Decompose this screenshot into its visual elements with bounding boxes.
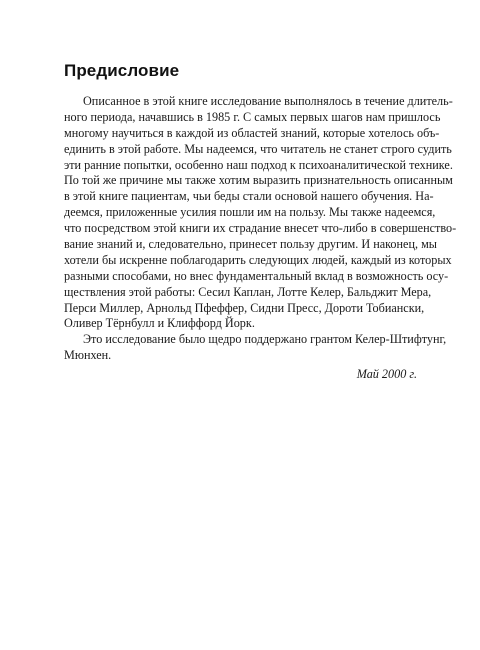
text-line: ществления этой работы: Сесил Каплан, Лотте Келер, Бальджит Мера, (64, 284, 432, 299)
paragraph (64, 332, 447, 364)
text-line: эти ранние попытки, особенно наш подход к психоаналитической технике. (64, 157, 453, 172)
text-line: хотели бы искренне поблагодарить следующих людей, каждый из которых (64, 252, 452, 267)
text-line: что посредством этой книги их страдание внесет что-либо в совершенство- (64, 221, 457, 236)
text-line: По той же причине мы также хотим выразить признательность описанным (64, 173, 453, 188)
text-line: ного периода, начавшись в 1985 г. С самых первых шагов нам пришлось (64, 109, 441, 124)
text-line: Перси Миллер, Арнольд Пфеффер, Сидни Пресс, Дороти Тобиански, (64, 300, 425, 315)
date-signature: Май 2000 г. (356, 367, 417, 382)
text-line: разными способами, но внес фундаментальный вклад в возможность осу- (64, 268, 449, 283)
text-line: единить в этой работе. Мы надеемся, что читатель не станет строго судить (64, 141, 452, 156)
text-line: в этой книге пациентам, чьи беды стали основой нашего обучения. На- (64, 189, 434, 204)
text-line: Оливер Тёрнбулл и Клиффорд Йорк. (64, 316, 255, 331)
text-line: деемся, приложенные усилия пошли им на пользу. Мы также надеемся, (64, 205, 436, 220)
text-line: Мюнхен. (64, 348, 112, 363)
chapter-heading: Предисловие (64, 61, 180, 80)
text-line: вание знаний и, следовательно, принесет пользу другим. И наконец, мы (64, 237, 437, 252)
text-line: Это исследование было щедро поддержано грантом Келер-Штифтунг, (83, 332, 447, 347)
text-line: многому научиться в каждой из областей знаний, которые хотелось объ- (64, 125, 440, 140)
preface-body (64, 94, 457, 383)
text-line: Описанное в этой книге исследование выполнялось в течение длитель- (83, 94, 453, 108)
paragraph (64, 94, 457, 332)
